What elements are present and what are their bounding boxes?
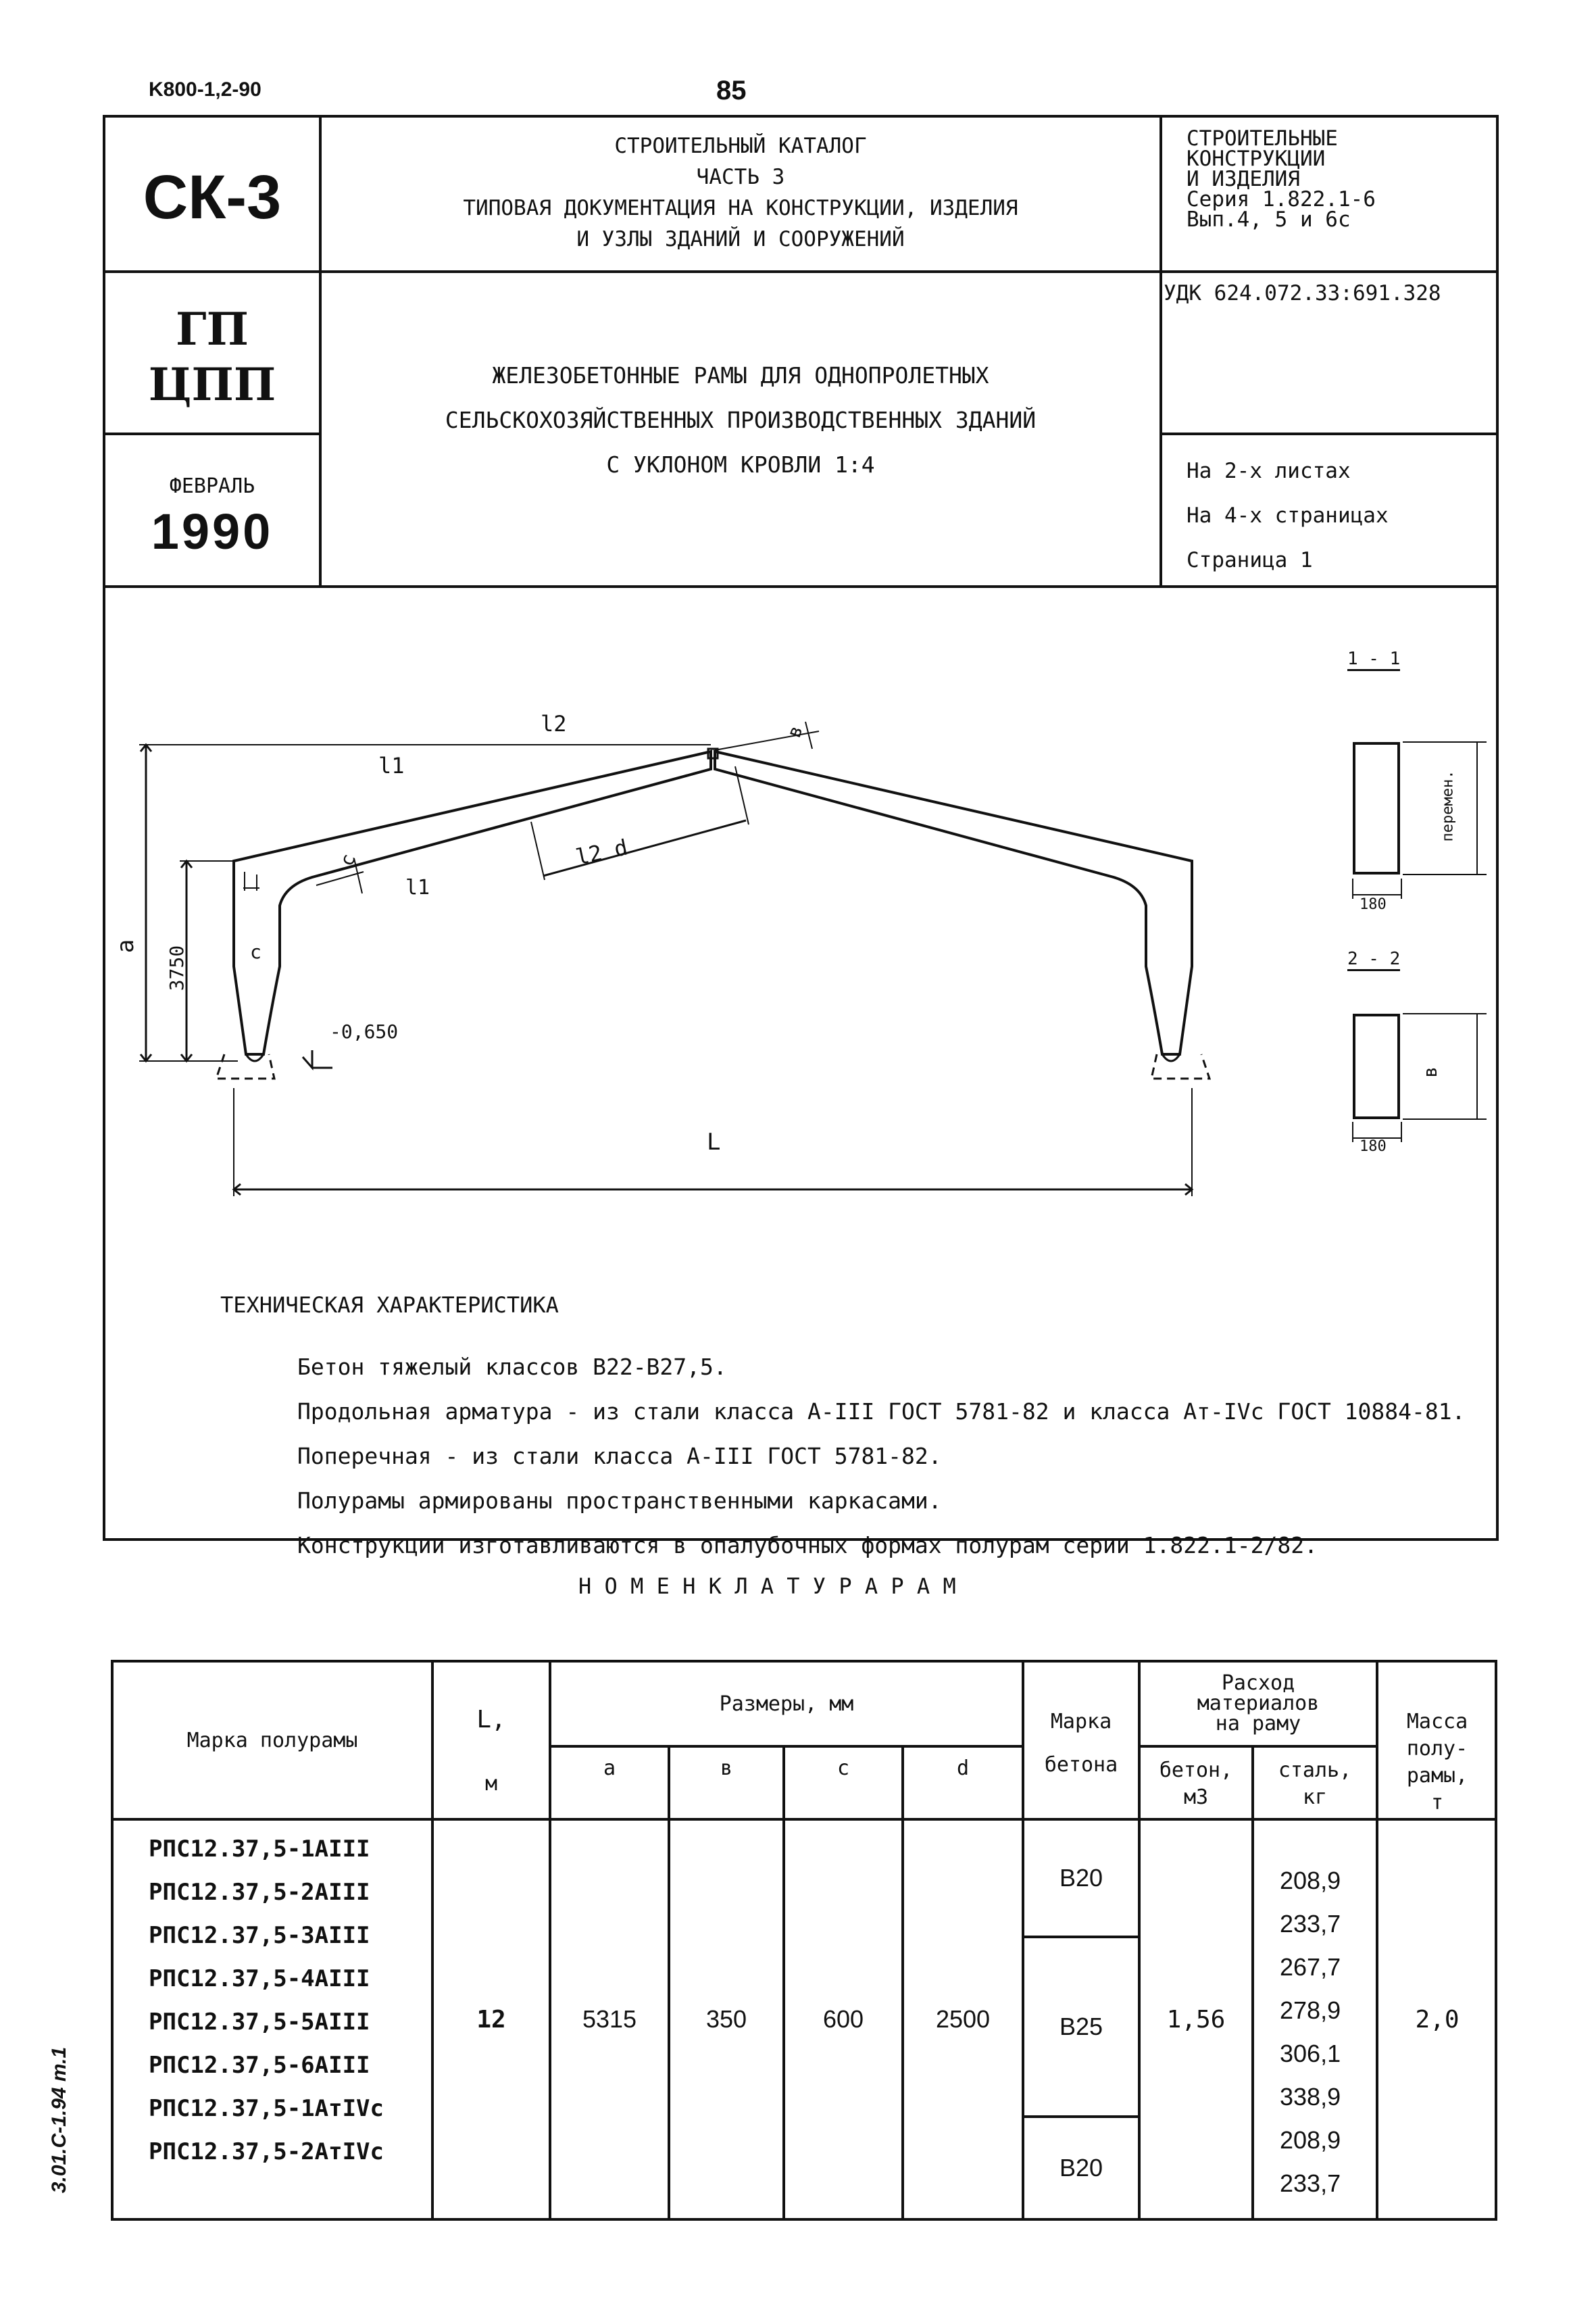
th-L: L, — [476, 1706, 506, 1733]
table-row-mark: РПС12.37,5-1АтIVс — [149, 2095, 384, 2122]
half-frame-right — [715, 752, 1192, 1054]
label-l2-top: l2 — [541, 711, 567, 737]
cell-steel: 233,7 — [1280, 2169, 1341, 2197]
cell-steel: 278,9 — [1280, 1996, 1341, 2024]
series-line: И ИЗДЕЛИЯ — [1187, 167, 1300, 191]
th-concrete-line: бетон, — [1159, 1758, 1233, 1782]
label-a: a — [112, 939, 140, 954]
table-row-mark: РПС12.37,5-2АIII — [149, 1879, 370, 1906]
label-l1-top: l1 — [378, 753, 405, 779]
label-L: L — [707, 1129, 721, 1156]
tech-lines — [297, 1345, 1466, 1568]
side-stamp: 3.01.C-1.94 т.1 — [48, 2046, 71, 2194]
cell-mass: 2,0 — [1415, 2005, 1460, 2034]
cell-concrete-volume: 1,56 — [1166, 2005, 1226, 2034]
th-steel-line: сталь, — [1278, 1758, 1352, 1782]
tech-line: Поперечная - из стали класса А-III ГОСТ 5781-82. — [297, 1443, 942, 1469]
series-line: Вып.4, 5 и 6с — [1187, 207, 1351, 232]
catalog-code: СК-3 — [143, 163, 282, 232]
label-level: -0,650 — [330, 1020, 399, 1043]
year: 1990 — [151, 503, 274, 560]
cell-b: 350 — [705, 2005, 747, 2033]
catalog-title-line: СТРОИТЕЛЬНЫЙ КАТАЛОГ — [614, 134, 867, 158]
cell-steel: 267,7 — [1280, 1953, 1341, 1981]
table-row-mark: РПС12.37,5-2АтIVс — [149, 2138, 384, 2165]
section-1-var: перемен. — [1439, 770, 1457, 842]
th-consumption-line: на раму — [1215, 1712, 1301, 1736]
doc-title-line: ЖЕЛЕЗОБЕТОННЫЕ РАМЫ ДЛЯ ОДНОПРОЛЕТНЫХ — [492, 362, 989, 389]
sheet-line: Страница 1 — [1187, 548, 1313, 572]
label-l1-bottom: l1 — [405, 876, 430, 900]
section-1-width: 180 — [1360, 896, 1387, 913]
th-concrete-mark-2: бетона — [1044, 1753, 1118, 1777]
section-2-dim: в — [1418, 1066, 1441, 1078]
th-d: d — [956, 1756, 970, 1780]
cell-concrete-class: В20 — [1059, 2154, 1103, 2182]
frame-drawing — [103, 588, 1499, 1264]
sheet-line: На 2-х листах — [1187, 459, 1351, 483]
th-steel — [1254, 1757, 1376, 1811]
series-line: СТРОИТЕЛЬНЫЕ — [1187, 126, 1338, 151]
udk: УДК 624.072.33:691.328 — [1164, 281, 1441, 305]
label-c-top: c — [335, 850, 360, 870]
th-mass-line: полу- — [1406, 1737, 1468, 1761]
th-mass-line: рамы, — [1406, 1764, 1468, 1788]
th-concrete — [1141, 1757, 1251, 1811]
cell-L: 12 — [476, 2005, 506, 2034]
cell-steel: 233,7 — [1280, 1910, 1341, 1938]
catalog-title-line: ЧАСТЬ 3 — [696, 165, 785, 189]
nomenclature-title: Н О М Е Н К Л А Т У Р А Р А М — [578, 1573, 956, 1599]
support-right — [1151, 1054, 1210, 1079]
table-row-mark: РПС12.37,5-3АIII — [149, 1922, 370, 1949]
cell-concrete-class: В25 — [1059, 2013, 1103, 2040]
section-1-title: 1 - 1 — [1347, 649, 1400, 671]
label-l2-d: l2 d — [573, 834, 630, 870]
sheet-info — [1187, 449, 1389, 583]
th-dims: Размеры, мм — [719, 1692, 854, 1716]
catalog-title-line: И УЗЛЫ ЗДАНИЙ И СООРУЖЕНИЙ — [576, 227, 905, 251]
th-concrete-line: м3 — [1183, 1786, 1209, 1809]
doc-title-line: С УКЛОНОМ КРОВЛИ 1:4 — [606, 451, 875, 478]
table-row-mark: РПС12.37,5-6АIII — [149, 2052, 370, 2079]
tech-line: Полурамы армированы пространственными каркасами. — [297, 1487, 942, 1514]
org-line-1: ГП — [176, 303, 249, 355]
label-c-bottom: c — [250, 941, 261, 963]
th-mass-line: т — [1430, 1791, 1444, 1815]
cell-steel: 208,9 — [1280, 1867, 1341, 1894]
table-row-mark: РПС12.37,5-1АIII — [149, 1836, 370, 1863]
half-frame-left — [234, 752, 711, 1054]
th-c: с — [837, 1756, 850, 1780]
page-number: 85 — [716, 76, 747, 105]
cell-steel: 208,9 — [1280, 2126, 1341, 2154]
tech-heading: ТЕХНИЧЕСКАЯ ХАРАКТЕРИСТИКА — [220, 1292, 559, 1318]
th-mass-line: Масса — [1406, 1710, 1468, 1733]
page-code: K800-1,2-90 — [149, 78, 261, 101]
th-a: а — [603, 1756, 616, 1780]
series-line: Серия 1.822.1-6 — [1187, 187, 1376, 212]
th-b: в — [720, 1756, 733, 1780]
label-height: 3750 — [166, 945, 189, 991]
sheet-line: На 4-х страницах — [1187, 503, 1389, 528]
doc-title-line: СЕЛЬСКОХОЗЯЙСТВЕННЫХ ПРОИЗВОДСТВЕННЫХ ЗДАНИЙ — [445, 407, 1037, 433]
support-left — [216, 1054, 274, 1079]
cell-concrete-class: В20 — [1059, 1864, 1103, 1892]
catalog-title — [322, 134, 1159, 262]
label-b: в — [782, 722, 807, 741]
tech-line: Бетон тяжелый классов В22-В27,5. — [297, 1354, 727, 1380]
tech-line: Конструкции изготавливаются в опалубочных формах полурам серии 1.822.1-2/82. — [297, 1532, 1318, 1558]
section-2-width: 180 — [1360, 1138, 1387, 1155]
tech-line: Продольная арматура - из стали класса А-III ГОСТ 5781-82 и класса Ат-IVс ГОСТ 10884-81. — [297, 1398, 1466, 1425]
cell-a: 5315 — [582, 2005, 637, 2033]
th-mark: Марка полурамы — [186, 1728, 358, 1752]
th-consumption — [1141, 1673, 1376, 1734]
th-L-unit: м — [484, 1772, 498, 1796]
org-line-2: ЦПП — [148, 358, 276, 411]
table-row-mark: РПС12.37,5-4АIII — [149, 1965, 370, 1992]
doc-title — [322, 362, 1159, 497]
cell-c: 600 — [822, 2005, 864, 2033]
series-info — [1187, 128, 1376, 230]
th-mass — [1378, 1708, 1496, 1817]
cell-d: 2500 — [935, 2005, 991, 2033]
cell-steel: 306,1 — [1280, 2040, 1341, 2067]
catalog-title-line: ТИПОВАЯ ДОКУМЕНТАЦИЯ НА КОНСТРУКЦИИ, ИЗДЕЛИЯ — [463, 196, 1018, 220]
cell-steel: 338,9 — [1280, 2083, 1341, 2111]
section-2-title: 2 - 2 — [1347, 949, 1400, 971]
th-concrete-mark-1: Марка — [1050, 1710, 1112, 1733]
month: ФЕВРАЛЬ — [169, 474, 255, 498]
th-consumption-line: Расход — [1221, 1671, 1295, 1695]
th-steel-line: кг — [1302, 1786, 1328, 1809]
series-line: КОНСТРУКЦИИ — [1187, 147, 1326, 171]
table-row-mark: РПС12.37,5-5АIII — [149, 2009, 370, 2036]
section-dims — [1345, 737, 1493, 1169]
th-consumption-line: материалов — [1197, 1692, 1320, 1715]
